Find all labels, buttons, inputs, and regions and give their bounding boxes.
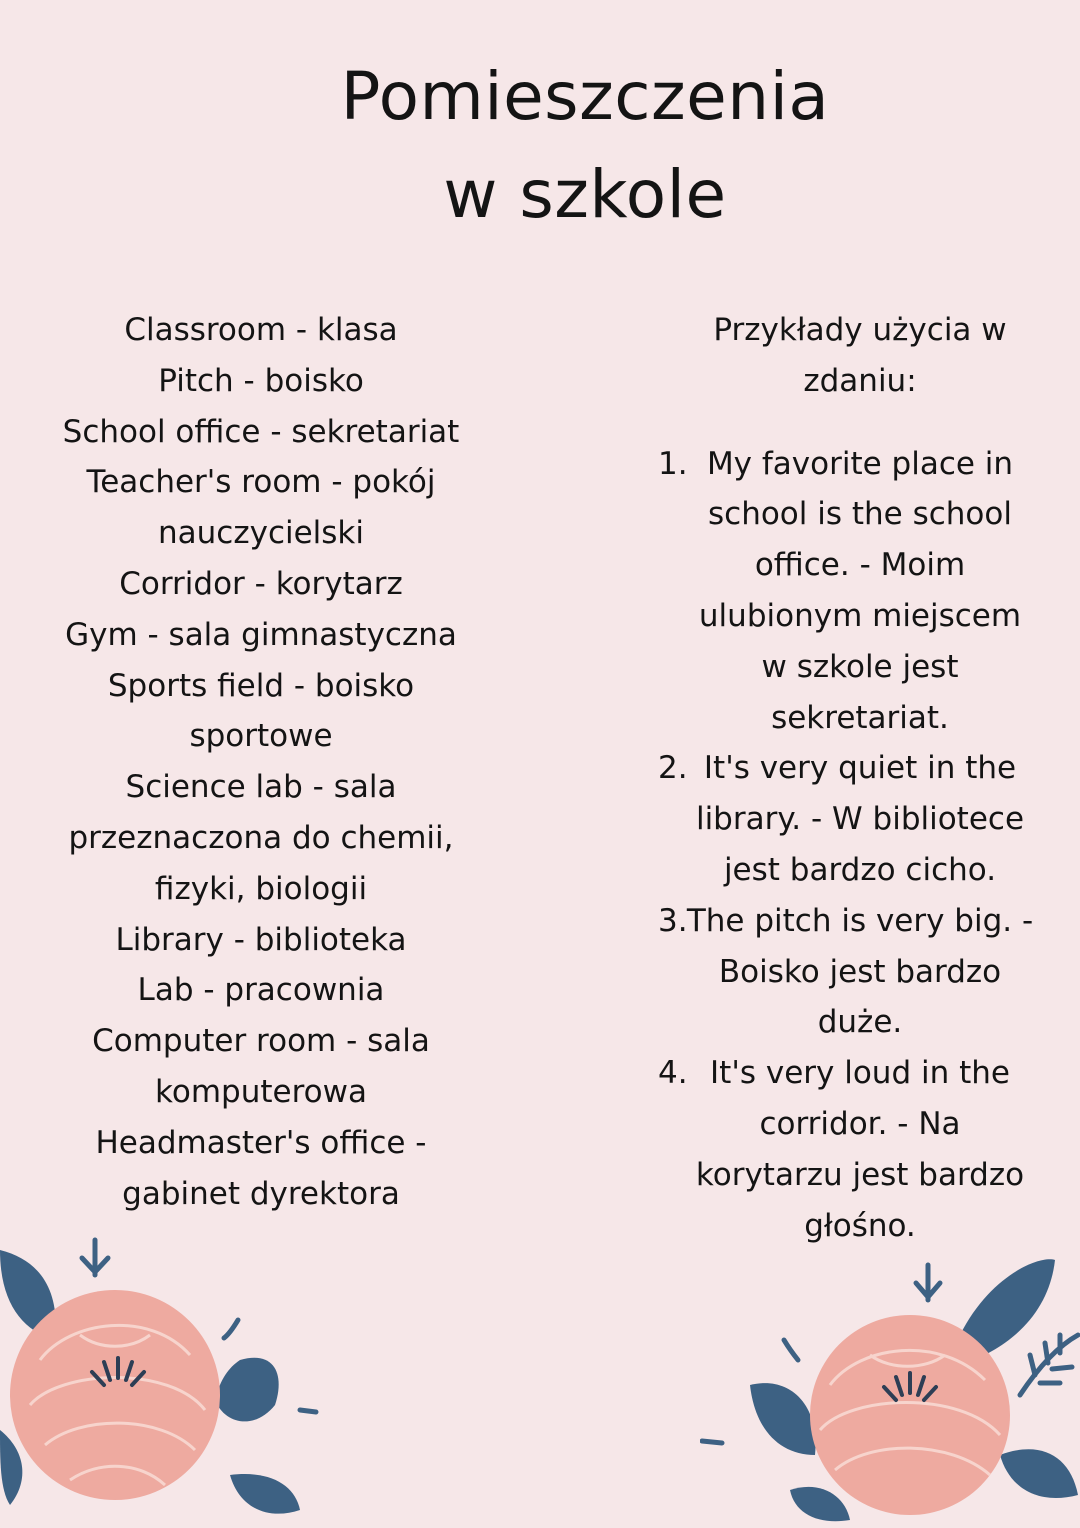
- vocab-line: gabinet dyrektora: [122, 1175, 400, 1212]
- vocab-line: Sports field - boisko: [107, 667, 415, 704]
- example-line: głośno.: [804, 1207, 916, 1244]
- examples-heading: [650, 305, 1070, 407]
- vocab-line: komputerowa: [155, 1073, 367, 1110]
- vocab-line: Computer room - sala: [92, 1023, 430, 1060]
- example-text: [650, 439, 1070, 744]
- example-line: office. - Moim: [754, 547, 966, 584]
- vocab-line: przeznaczona do chemii,: [68, 819, 454, 856]
- vocab-line: sportowe: [189, 718, 333, 755]
- example-line: jest bardzo cicho.: [723, 851, 997, 888]
- vocab-line: Classroom - klasa: [124, 312, 398, 348]
- example-text: [650, 896, 1070, 1048]
- flower-decoration-left: [0, 1230, 330, 1528]
- vocab-line: nauczycielski: [157, 515, 364, 552]
- rose-icon: [10, 1290, 220, 1500]
- example-item: [650, 896, 1070, 1048]
- example-number: 4.: [658, 1055, 688, 1092]
- example-line: ulubionym miejscem: [698, 597, 1022, 634]
- vocab-line: Headmaster's office -: [95, 1124, 427, 1161]
- example-line: korytarzu jest bardzo: [695, 1156, 1025, 1193]
- vocab-line: Corridor - korytarz: [119, 565, 403, 602]
- vocab-line: Pitch - boisko: [158, 362, 364, 399]
- examples-heading-line-1: Przykłady użycia w: [713, 312, 1007, 348]
- vocabulary-list: [30, 305, 492, 1219]
- title-line-2: w szkole: [443, 156, 727, 233]
- example-item: [650, 743, 1070, 895]
- title-line-1: Pomieszczenia: [340, 58, 830, 135]
- vocab-line: Gym - sala gimnastyczna: [65, 616, 457, 653]
- example-item: [650, 439, 1070, 744]
- example-item: [650, 1048, 1070, 1251]
- example-number: 1.: [658, 445, 688, 482]
- vocab-line: fizyki, biologii: [154, 870, 368, 907]
- example-line: corridor. - Na: [759, 1105, 961, 1142]
- example-line: It's very loud in the: [710, 1055, 1010, 1092]
- page-title: [260, 48, 910, 244]
- vocab-line: Lab - pracownia: [137, 972, 385, 1009]
- example-line: My favorite place in: [706, 445, 1014, 482]
- fern-icon: [1020, 1335, 1078, 1395]
- flower-decoration-right: [700, 1255, 1080, 1528]
- example-line: It's very quiet in the: [703, 750, 1017, 787]
- example-line: sekretariat.: [771, 699, 949, 736]
- example-line: library. - W bibliotece: [695, 801, 1025, 838]
- example-text: [650, 1048, 1070, 1251]
- vocab-line: Library - biblioteka: [115, 921, 407, 958]
- example-line: Boisko jest bardzo: [718, 953, 1002, 990]
- example-number: 2.: [658, 750, 688, 787]
- example-number: 3.: [658, 902, 688, 939]
- vocab-line: Teacher's room - pokój: [86, 464, 436, 501]
- example-text: [650, 743, 1070, 895]
- example-line: duże.: [817, 1004, 903, 1041]
- example-line: school is the school: [708, 496, 1012, 533]
- example-line: w szkole jest: [761, 648, 959, 685]
- examples-heading-line-2: zdaniu:: [803, 362, 917, 399]
- vocab-line: Science lab - sala: [125, 769, 397, 806]
- example-line: The pitch is very big. -: [686, 902, 1034, 939]
- examples-list: [650, 439, 1070, 1252]
- rose-icon: [810, 1315, 1010, 1515]
- examples-section: [650, 305, 1070, 1251]
- vocab-line: School office - sekretariat: [62, 413, 460, 450]
